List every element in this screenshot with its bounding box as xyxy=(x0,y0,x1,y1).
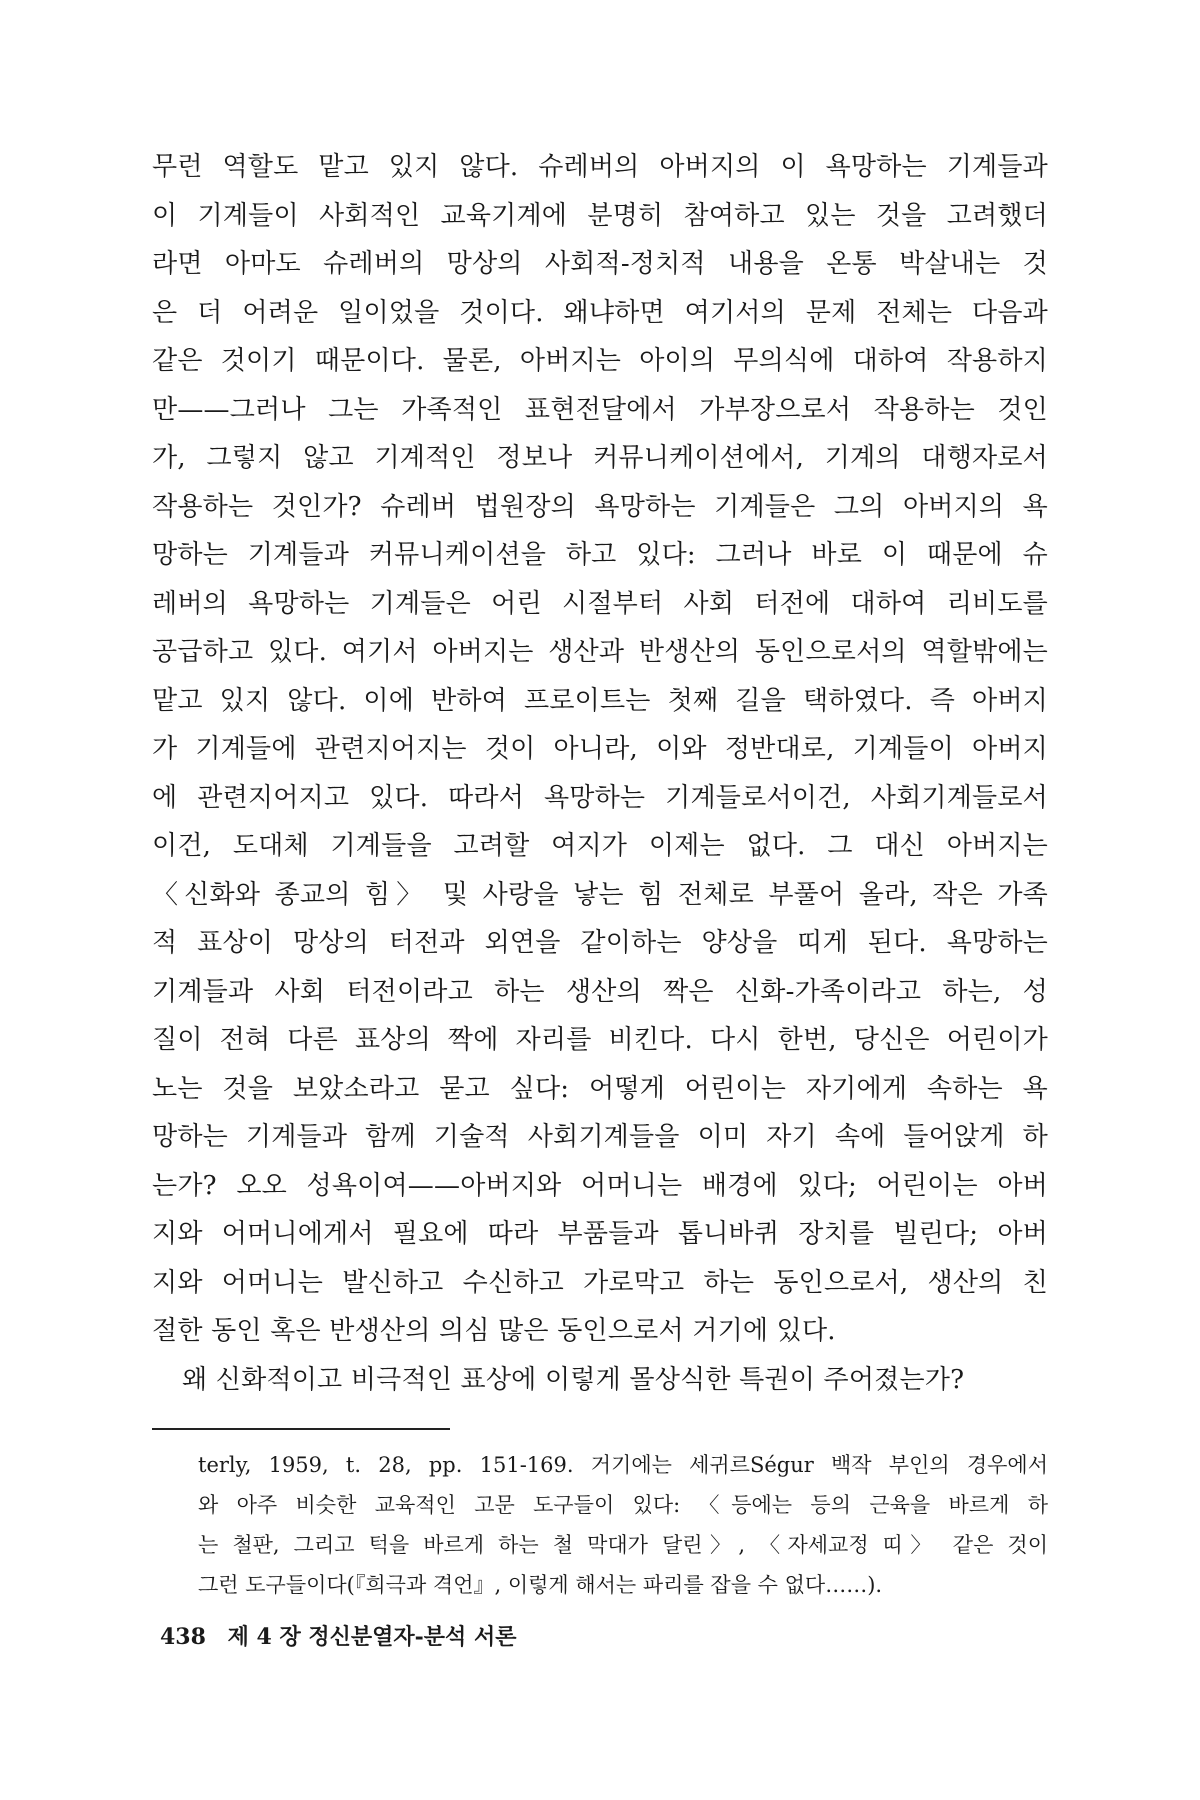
text-line: 무런 역할도 맡고 있지 않다. 슈레버의 아버지의 이 욕망하는 기계들과 xyxy=(152,152,1048,182)
text-line: 절한 동인 혹은 반생산의 의심 많은 동인으로서 거기에 있다. xyxy=(152,1316,836,1346)
text-line: 작용하는 것인가? 슈레버 법원장의 욕망하는 기계들은 그의 아버지의 욕 xyxy=(152,491,1048,522)
page-footer xyxy=(160,1620,516,1651)
text-line: 공급하고 있다. 여기서 아버지는 생산과 반생산의 동인으로서의 역할밖에는 xyxy=(152,637,1048,667)
footnote-rule xyxy=(152,1428,450,1430)
text-line: 가 기계들에 관련지어지는 것이 아니라, 이와 정반대로, 기계들이 아버지 xyxy=(152,734,1048,764)
text-line: 질이 전혀 다른 표상의 짝에 자리를 비킨다. 다시 한번, 당신은 어린이가 xyxy=(152,1025,1048,1055)
text-line: 망하는 기계들과 커뮤니케이션을 하고 있다: 그러나 바로 이 때문에 슈 xyxy=(152,540,1048,570)
text-line: 〈신화와 종교의 힘〉 및 사랑을 낳는 힘 전체로 부풀어 올라, 작은 가족 xyxy=(152,879,1048,910)
text-line: 지와 어머니는 발신하고 수신하고 가로막고 하는 동인으로서, 생산의 친 xyxy=(152,1267,1048,1298)
text-line: 는가? 오오 성욕이여——아버지와 어머니는 배경에 있다; 어린이는 아버 xyxy=(152,1170,1048,1201)
page-number: 438 xyxy=(160,1624,206,1650)
text-line: 은 더 어려운 일이었을 것이다. 왜냐하면 여기서의 문제 전체는 다음과 xyxy=(152,297,1048,328)
text-line: 맡고 있지 않다. 이에 반하여 프로이트는 첫째 길을 택하였다. 즉 아버지 xyxy=(152,685,1048,716)
main-text xyxy=(152,143,1048,1404)
text-line: 만——그러나 그는 가족적인 표현전달에서 가부장으로서 작용하는 것인 xyxy=(152,394,1048,425)
footnote xyxy=(198,1445,1048,1605)
text-line: 레버의 욕망하는 기계들은 어린 시절부터 사회 터전에 대하여 리비도를 xyxy=(152,588,1048,619)
text-line: 라면 아마도 슈레버의 망상의 사회적-정치적 내용을 온통 박살내는 것 xyxy=(152,249,1048,279)
text-line: 같은 것이기 때문이다. 물론, 아버지는 아이의 무의식에 대하여 작용하지 xyxy=(152,346,1048,376)
text-line: 지와 어머니에게서 필요에 따라 부품들과 톱니바퀴 장치를 빌린다; 아버 xyxy=(152,1219,1048,1249)
footnote-line: 는 철판, 그리고 턱을 바르게 하는 철 막대가 달린〉, 〈자세교정 띠〉 같은 것이 xyxy=(198,1533,1048,1557)
footnote-line: 그런 도구들이다(『희극과 격언』, 이렇게 해서는 파리를 잡을 수 없다……). xyxy=(198,1573,883,1597)
footnote-line: terly, 1959, t. 28, pp. 151-169. 거기에는 세귀르Ségur 백작 부인의 경우에서 xyxy=(198,1453,1048,1477)
text-line: 이 기계들이 사회적인 교육기계에 분명히 참여하고 있는 것을 고려했더 xyxy=(152,200,1048,231)
running-chapter-title: 제 4 장 정신분열자-분석 서론 xyxy=(227,1624,517,1650)
text-line: 에 관련지어지고 있다. 따라서 욕망하는 기계들로서이건, 사회기계들로서 xyxy=(152,782,1048,813)
text-line: 이건, 도대체 기계들을 고려할 여지가 이제는 없다. 그 대신 아버지는 xyxy=(152,831,1048,861)
text-line: 적 표상이 망상의 터전과 외연을 같이하는 양상을 띠게 된다. 욕망하는 xyxy=(152,928,1048,958)
text-line: 노는 것을 보았소라고 묻고 싶다: 어떻게 어린이는 자기에게 속하는 욕 xyxy=(152,1073,1048,1104)
text-line: 기계들과 사회 터전이라고 하는 생산의 짝은 신화-가족이라고 하는, 성 xyxy=(152,976,1048,1007)
footnote-line: 와 아주 비슷한 교육적인 고문 도구들이 있다: 〈등에는 등의 근육을 바르게 하 xyxy=(198,1493,1048,1517)
text-line: 망하는 기계들과 함께 기술적 사회기계들을 이미 자기 속에 들어앉게 하 xyxy=(152,1122,1048,1152)
paragraph-first-line: 왜 신화적이고 비극적인 표상에 이렇게 몰상식한 특권이 주어졌는가? xyxy=(182,1364,965,1395)
text-line: 가, 그렇지 않고 기계적인 정보나 커뮤니케이션에서, 기계의 대행자로서 xyxy=(152,443,1048,473)
